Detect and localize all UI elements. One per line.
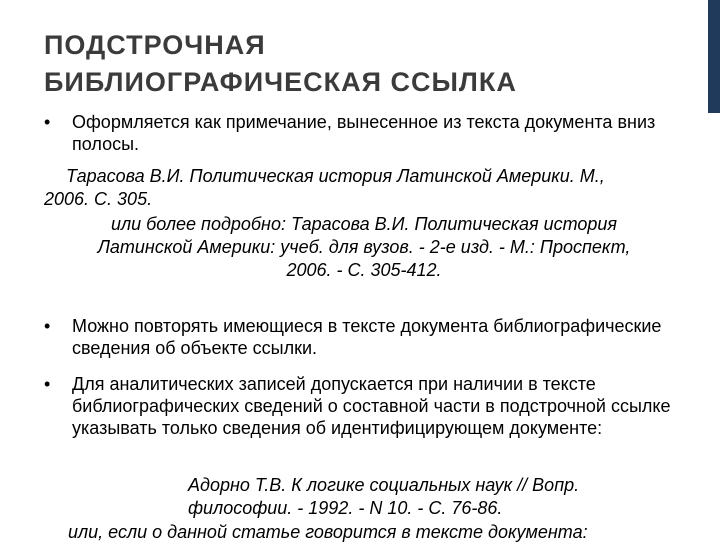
accent-bar	[708, 0, 720, 113]
slide-title-line-2: БИБЛИОГРАФИЧЕСКАЯ ССЫЛКА	[44, 67, 517, 97]
bullet-item-3-text: Для аналитических записей допускается при наличии в тексте библиографических сведений о составной части в подстрочной ссылке указывать только сведения об идентифицирующем документе:	[72, 374, 671, 438]
example-1-line-3: или более подробно: Тарасова В.И. Политическая история	[110, 214, 618, 234]
example-1-line-4: Латинской Америки: учеб. для вузов. - 2-е изд. - М.: Проспект,	[97, 237, 631, 257]
bullet-marker: •	[44, 112, 51, 132]
bullet-marker: •	[44, 374, 51, 394]
bullet-item-3	[44, 373, 684, 439]
bullet-item-2-text: Можно повторять имеющиеся в тексте документа библиографические сведения об объекте ссылки.	[72, 316, 662, 358]
bullet-item-2	[44, 315, 684, 359]
bullet-marker: •	[44, 316, 51, 336]
bullet-item-1-text: Оформляется как примечание, вынесенное из текста документа вниз полосы.	[72, 112, 656, 154]
example-1-line-5: 2006. - С. 305-412.	[286, 260, 442, 280]
example-2-line-3: или, если о данной статье говорится в тексте документа:	[68, 522, 588, 542]
example-2-line-2: философии. - 1992. - N 10. - С. 76-86.	[188, 498, 503, 518]
slide-title-line-1: ПОДСТРОЧНАЯ	[44, 30, 266, 60]
bullet-item-1	[44, 111, 684, 155]
example-2-line-1: Адорно Т.В. К логике социальных наук // Вопр.	[188, 475, 580, 495]
slide-title	[44, 27, 684, 101]
example-1-line-2: 2006. С. 305.	[44, 189, 153, 209]
example-1-line-1: Тарасова В.И. Политическая история Латинской Америки. М.,	[66, 166, 605, 186]
